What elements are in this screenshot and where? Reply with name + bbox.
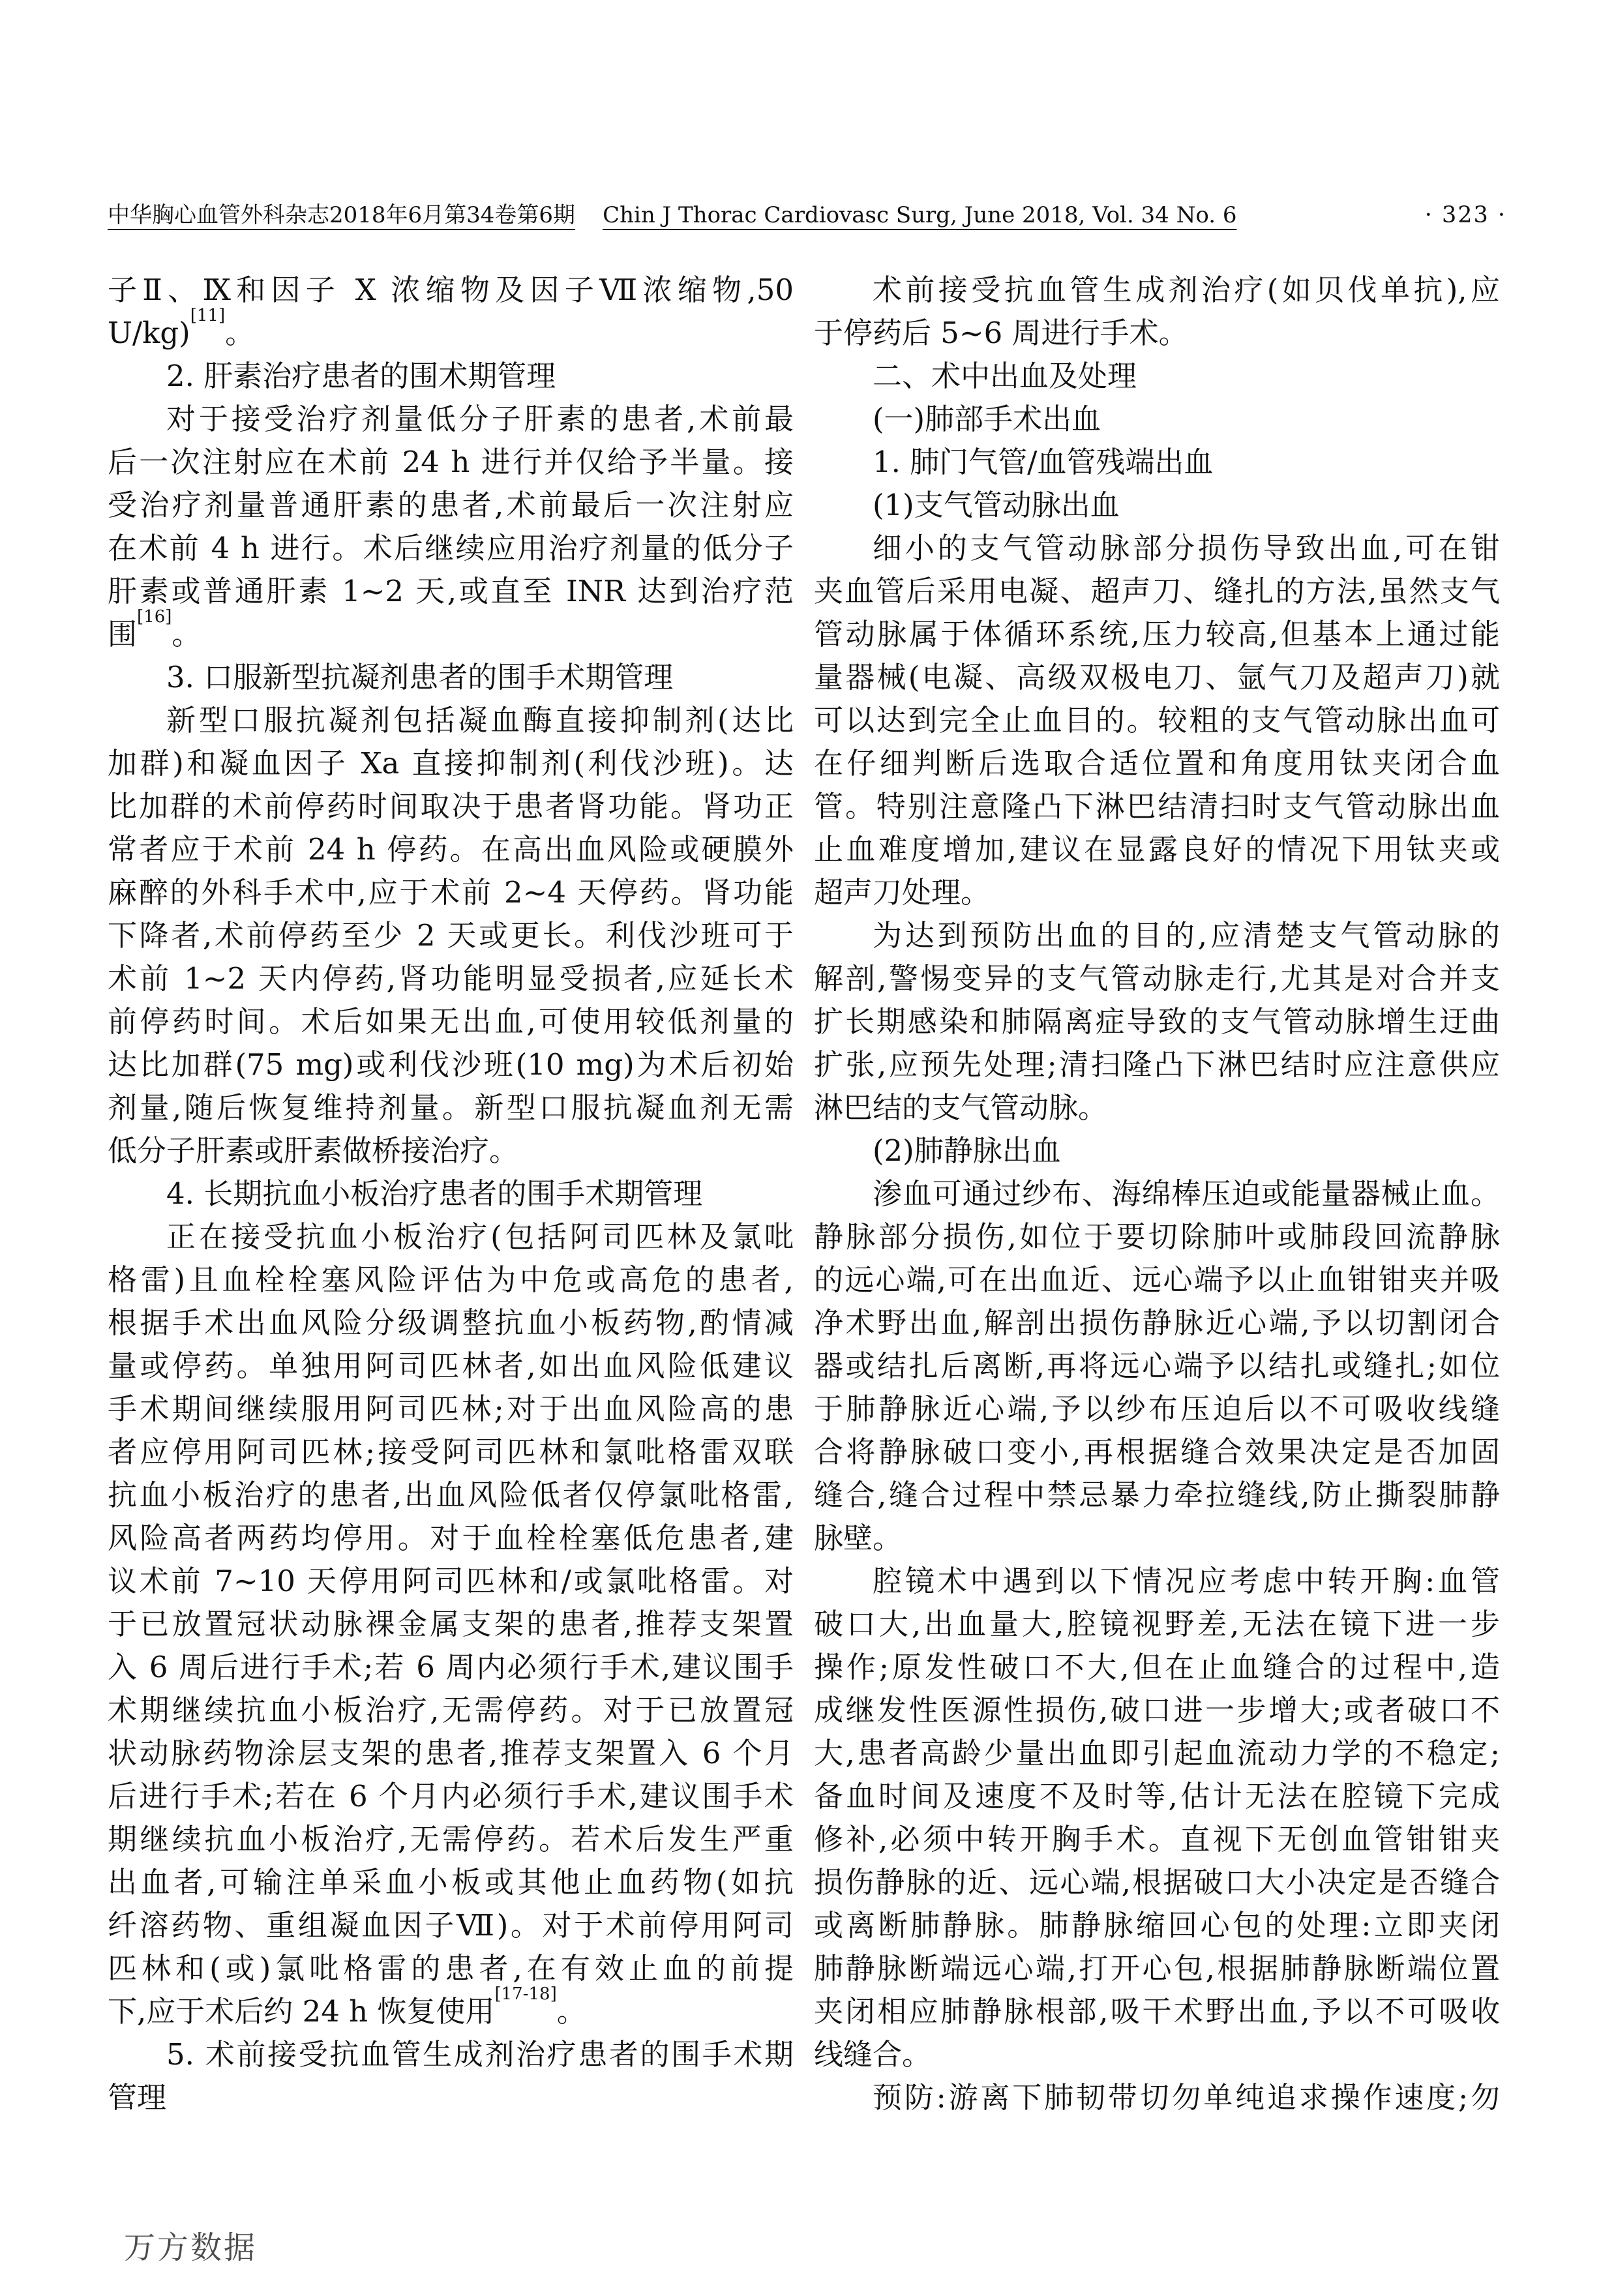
text-line: 达比加群(75 mg)或利伐沙班(10 mg)为术后初始	[108, 1047, 794, 1082]
text-line: 低分子肝素或肝素做桥接治疗。	[108, 1133, 519, 1168]
text-line: 操作;原发性破口不大,但在止血缝合的过程中,造	[814, 1650, 1500, 1684]
text-line: 修补,必须中转开胸手术。直视下无创血管钳钳夹	[814, 1822, 1500, 1856]
text-line: 前停药时间。术后如果无出血,可使用较低剂量的	[108, 1004, 794, 1039]
text-line: 合将静脉破口变小,再根据缝合效果决定是否加固	[814, 1435, 1500, 1469]
text-line: 新型口服抗凝剂包括凝血酶直接抑制剂(达比	[166, 703, 794, 738]
text-line: 夹血管后采用电凝、超声刀、缝扎的方法,虽然支气	[814, 574, 1500, 608]
text-line: 纤溶药物、重组凝血因子Ⅶ)。对于术前停用阿司	[108, 1908, 794, 1943]
text-line: 子Ⅱ、Ⅸ和因子 X 浓缩物及因子Ⅶ浓缩物,50	[108, 273, 794, 307]
text-line: 出血者,可输注单采血小板或其他止血药物(如抗	[108, 1865, 794, 1900]
text-line: 状动脉药物涂层支架的患者,推荐支架置入 6 个月	[108, 1736, 794, 1770]
text-line: 量器械(电凝、高级双极电刀、氩气刀及超声刀)就	[814, 660, 1500, 694]
text-line: 成继发性医源性损伤,破口进一步增大;或者破口不	[814, 1693, 1500, 1727]
text-line: 可以达到完全止血目的。较粗的支气管动脉出血可	[814, 703, 1500, 738]
text-line: 破口大,出血量大,腔镜视野差,无法在镜下进一步	[814, 1607, 1500, 1641]
text-line: 术期继续抗血小板治疗,无需停药。对于已放置冠	[108, 1693, 794, 1727]
text-line: 5. 术前接受抗血管生成剂治疗患者的围手术期	[166, 2037, 794, 2072]
text-line: 于停药后 5~6 周进行手术。	[814, 316, 1188, 350]
text-line: 二、术中出血及处理	[873, 359, 1137, 393]
page-header	[108, 197, 1506, 229]
text-line: 于肺静脉近心端,予以纱布压迫后以不可吸收线缝	[814, 1392, 1500, 1426]
left-column	[108, 269, 794, 2119]
text-line: 线缝合。	[814, 2037, 932, 2072]
text-line: 者应停用阿司匹林;接受阿司匹林和氯吡格雷双联	[108, 1435, 794, 1469]
text-line: 量或停药。单独用阿司匹林者,如出血风险低建议	[108, 1349, 794, 1383]
text-line: (一)肺部手术出血	[873, 402, 1101, 436]
text-line: 肺静脉断端远心端,打开心包,根据肺静脉断端位置	[814, 1951, 1500, 1986]
text-line: 器或结扎后离断,再将远心端予以结扎或缝扎;如位	[814, 1349, 1500, 1383]
text-line: 淋巴结的支气管动脉。	[814, 1090, 1108, 1125]
text-line: 备血时间及速度不及时等,估计无法在腔镜下完成	[814, 1779, 1500, 1813]
text-line: 后进行手术;若在 6 个月内必须行手术,建议围手术	[108, 1779, 794, 1813]
text-line: 管理	[108, 2080, 167, 2115]
text-line: 格雷)且血栓栓塞风险评估为中危或高危的患者,	[108, 1262, 794, 1297]
reference-marker: [17-18]	[494, 1984, 557, 2004]
text-line: 预防:游离下肺韧带切勿单纯追求操作速度;勿	[873, 2080, 1500, 2115]
text-line: 管动脉属于体循环系统,压力较高,但基本上通过能	[814, 617, 1500, 651]
text-line: 静脉部分损伤,如位于要切除肺叶或肺段回流静脉	[814, 1219, 1500, 1254]
text-line: 3. 口服新型抗凝剂患者的围手术期管理	[166, 660, 674, 694]
watermark: 万方数据	[124, 2231, 258, 2265]
text-line: 受治疗剂量普通肝素的患者,术前最后一次注射应	[108, 488, 794, 522]
text-line: 下降者,术前停药至少 2 天或更长。利伐沙班可于	[108, 918, 794, 953]
text-line: 风险高者两药均停用。对于血栓栓塞低危患者,建	[108, 1521, 794, 1555]
right-column	[814, 269, 1500, 2119]
text-line: 在仔细判断后选取合适位置和角度用钛夹闭合血	[814, 746, 1500, 781]
text-line: 大,患者高龄少量出血即引起血流动力学的不稳定;	[814, 1736, 1500, 1770]
journal-citation-cn: 中华胸心血管外科杂志2018年6月第34卷第6期	[108, 202, 576, 228]
text-line: 正在接受抗血小板治疗(包括阿司匹林及氯吡	[166, 1219, 794, 1254]
text-line: 损伤静脉的近、远心端,根据破口大小决定是否缝合	[814, 1865, 1500, 1900]
text-line: 抗血小板治疗的患者,出血风险低者仅停氯吡格雷,	[108, 1478, 794, 1512]
text-line: 止血难度增加,建议在显露良好的情况下用钛夹或	[814, 832, 1500, 867]
text-line: 腔镜术中遇到以下情况应考虑中转开胸:血管	[873, 1564, 1500, 1598]
text-line: 下,应于术后约 24 h 恢复使用[17-18]。	[108, 1984, 586, 2029]
text-line: 比加群的术前停药时间取决于患者肾功能。肾功正	[108, 789, 794, 824]
text-line: 1. 肺门气管/血管残端出血	[873, 445, 1214, 479]
text-line: 常者应于术前 24 h 停药。在高出血风险或硬膜外	[108, 832, 794, 867]
text-line: (2)肺静脉出血	[873, 1133, 1061, 1168]
text-line: 净术野出血,解剖出损伤静脉近心端,予以切割闭合	[814, 1305, 1500, 1340]
text-line: 麻醉的外科手术中,应于术前 2~4 天停药。肾功能	[108, 875, 794, 910]
page-number: · 323 ·	[1424, 202, 1506, 228]
text-line: 手术期间继续服用阿司匹林;对于出血风险高的患	[108, 1392, 794, 1426]
text-line: 为达到预防出血的目的,应清楚支气管动脉的	[873, 918, 1500, 953]
text-line: 缝合,缝合过程中禁忌暴力牵拉缝线,防止撕裂肺静	[814, 1478, 1500, 1512]
text-line: 术前接受抗血管生成剂治疗(如贝伐单抗),应	[873, 273, 1500, 307]
text-line: 的远心端,可在出血近、远心端予以止血钳钳夹并吸	[814, 1262, 1500, 1297]
journal-citation-en: Chin J Thorac Cardiovasc Surg, June 2018, Vol. 34 No. 6	[603, 202, 1237, 228]
text-line: 根据手术出血风险分级调整抗血小板药物,酌情减	[108, 1305, 794, 1340]
text-line: 于已放置冠状动脉裸金属支架的患者,推荐支架置	[108, 1607, 794, 1641]
text-line: 2. 肝素治疗患者的围术期管理	[166, 359, 556, 393]
text-line: 对于接受治疗剂量低分子肝素的患者,术前最	[166, 402, 794, 436]
reference-marker: [11]	[190, 306, 226, 325]
text-line: 扩长期感染和肺隔离症导致的支气管动脉增生迂曲	[814, 1004, 1500, 1039]
text-line: 细小的支气管动脉部分损伤导致出血,可在钳	[873, 531, 1500, 565]
text-line: (1)支气管动脉出血	[873, 488, 1120, 522]
text-line: 或离断肺静脉。肺静脉缩回心包的处理:立即夹闭	[814, 1908, 1500, 1943]
text-line: 入 6 周后进行手术;若 6 周内必须行手术,建议围手	[108, 1650, 794, 1684]
text-line: U/kg)[11]。	[108, 306, 255, 350]
text-line: 后一次注射应在术前 24 h 进行并仅给予半量。接	[108, 445, 794, 479]
text-line: 剂量,随后恢复维持剂量。新型口服抗凝血剂无需	[108, 1090, 794, 1125]
text-line: 在术前 4 h 进行。术后继续应用治疗剂量的低分子	[108, 531, 794, 565]
reference-marker: [16]	[137, 607, 172, 627]
text-line: 解剖,警惕变异的支气管动脉走行,尤其是对合并支	[814, 961, 1500, 996]
text-line: 扩张,应预先处理;清扫隆凸下淋巴结时应注意供应	[814, 1047, 1500, 1082]
text-line: 渗血可通过纱布、海绵棒压迫或能量器械止血。	[873, 1176, 1500, 1211]
text-line: 肝素或普通肝素 1~2 天,或直至 INR 达到治疗范	[108, 574, 794, 608]
text-line: 匹林和(或)氯吡格雷的患者,在有效止血的前提	[108, 1951, 794, 1986]
text-line: 期继续抗血小板治疗,无需停药。若术后发生严重	[108, 1822, 794, 1856]
text-line: 脉壁。	[814, 1521, 903, 1555]
text-line: 加群)和凝血因子 Xa 直接抑制剂(利伐沙班)。达	[108, 746, 794, 781]
journal-citation	[108, 197, 1236, 229]
text-line: 超声刀处理。	[814, 875, 991, 910]
text-line: 术前 1~2 天内停药,肾功能明显受损者,应延长术	[108, 961, 794, 996]
text-line: 夹闭相应肺静脉根部,吸干术野出血,予以不可吸收	[814, 1994, 1500, 2029]
text-line: 4. 长期抗血小板治疗患者的围手术期管理	[166, 1176, 703, 1211]
text-line: 管。特别注意隆凸下淋巴结清扫时支气管动脉出血	[814, 789, 1500, 824]
text-line: 围[16]。	[108, 607, 202, 651]
text-line: 议术前 7~10 天停用阿司匹林和/或氯吡格雷。对	[108, 1564, 794, 1598]
